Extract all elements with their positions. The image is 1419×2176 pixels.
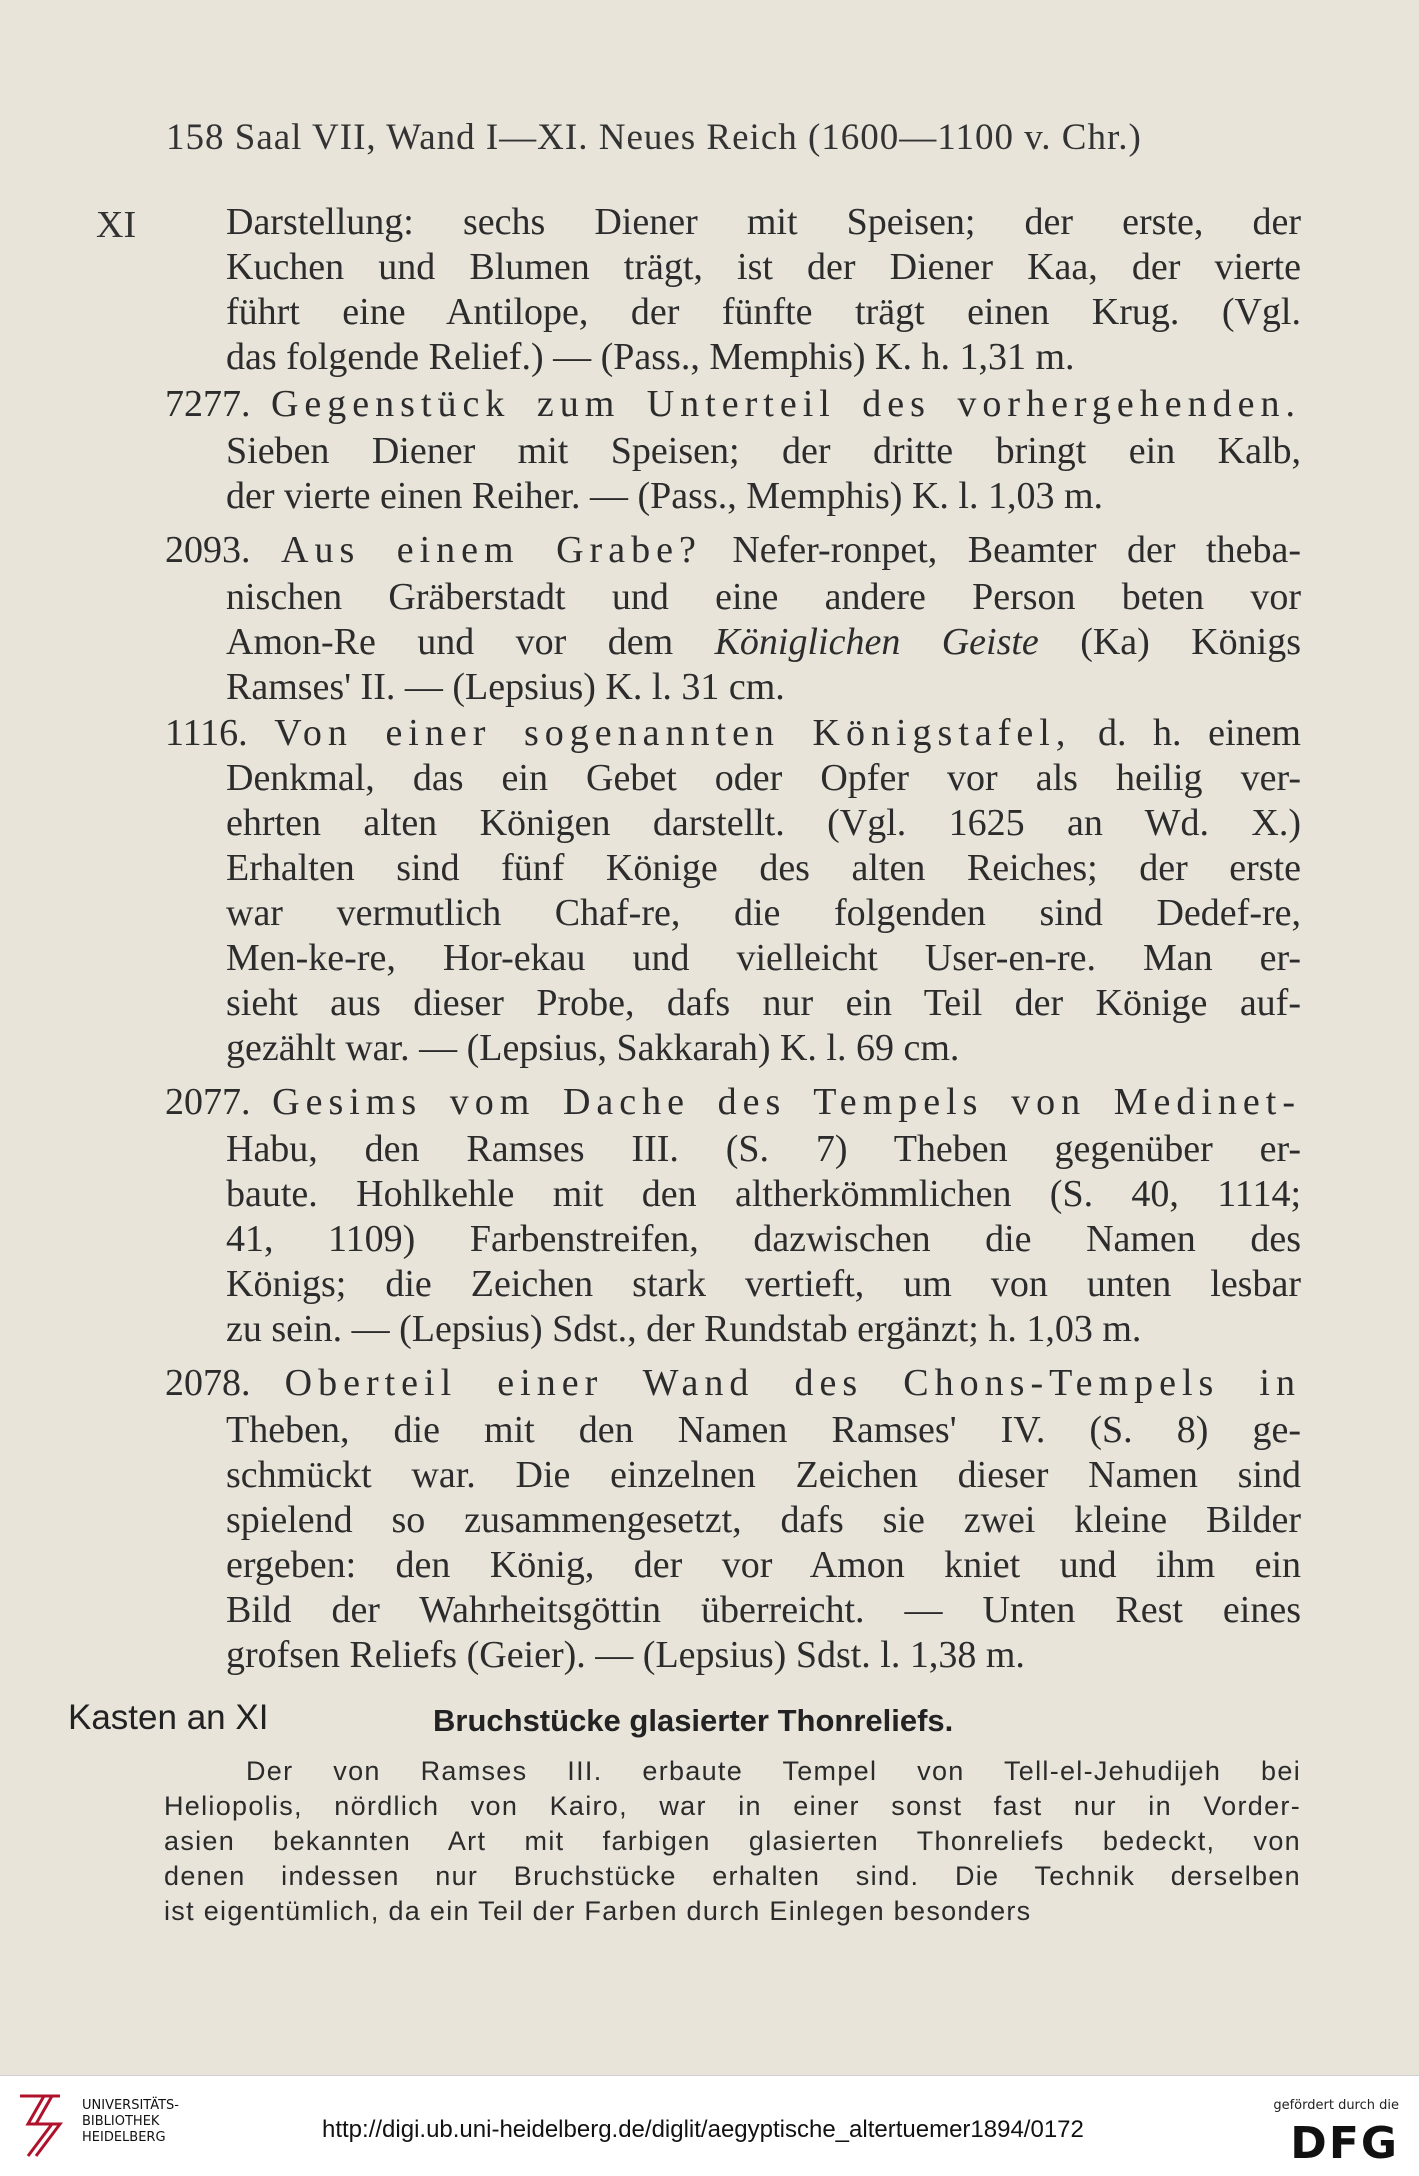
entry-line: Denkmal, das ein Gebet oder Opfer vor als heilig ver- — [226, 757, 1301, 799]
section-line: Heliopolis, nördlich von Kairo, war in einer sonst fast nur in Vorder- — [164, 1791, 1301, 1821]
section-title: Bruchstücke glasierter Thonreliefs. — [433, 1703, 954, 1738]
entry-line: spielend so zusammengesetzt, dafs sie zwei kleine Bilder — [226, 1499, 1301, 1541]
library-name-line: BIBLIOTHEK — [82, 2114, 160, 2129]
entry-line: Darstellung: sechs Diener mit Speisen; der erste, der — [226, 201, 1301, 243]
entry-number: 2078. — [165, 1362, 251, 1404]
entry-text: (Ka) Königs — [1080, 621, 1302, 663]
section-line: ist eigentümlich, da ein Teil der Farben durch Einlegen besonders — [164, 1896, 1032, 1926]
entry-number: 1116. — [165, 712, 248, 754]
entry-line: der vierte einen Reiher. — (Pass., Memphis) K. l. 1,03 m. — [226, 475, 1104, 517]
entry-line: sieht aus dieser Probe, dafs nur ein Teil der Könige auf- — [226, 982, 1301, 1024]
entry-line: Kuchen und Blumen trägt, ist der Diener Kaa, der vierte — [226, 246, 1301, 288]
entry-line: Erhalten sind fünf Könige des alten Reiches; der erste — [226, 847, 1301, 889]
entry-line: baute. Hohlkehle mit den altherkömmlichen (S. 40, 1114; — [226, 1173, 1301, 1215]
section-label: Kasten an XI — [68, 1698, 269, 1737]
entry-heading-line — [165, 711, 1301, 755]
running-head: 158 Saal VII, Wand I—XI. Neues Reich (1600—1100 v. Chr.) — [166, 117, 1142, 158]
entry-line-with-italic — [226, 620, 1301, 664]
entry-heading-line — [165, 1080, 1301, 1124]
entry-number: 2077. — [165, 1081, 251, 1123]
entry-number: 7277. — [165, 383, 251, 425]
section-line: denen indessen nur Bruchstücke erhalten sind. Die Technik derselben — [164, 1861, 1301, 1891]
entry-title: Von einer sogenannten Königstafel, — [274, 712, 1072, 754]
entry-number: XI — [96, 204, 137, 246]
entry-line: Königs; die Zeichen stark vertieft, um von unten lesbar — [226, 1263, 1301, 1305]
entry-heading-line — [165, 382, 1301, 426]
entry-line: grofsen Reliefs (Geier). — (Lepsius) Sdst. l. 1,38 m. — [226, 1634, 1025, 1676]
entry-line: ergeben: den König, der vor Amon kniet und ihm ein — [226, 1544, 1301, 1586]
entry-title-rest: Nefer-ronpet, Beamter der theba- — [732, 529, 1301, 571]
entry-title-rest: d. h. einem — [1097, 712, 1301, 754]
library-name-line: UNIVERSITÄTS- — [82, 2098, 179, 2113]
library-name — [82, 2098, 179, 2146]
entry-line: das folgende Relief.) — (Pass., Memphis) K. h. 1,31 m. — [226, 336, 1075, 378]
entry-title: Aus einem Grabe? — [281, 529, 702, 571]
entry-title: Gesims vom Dache des Tempels von Medinet- — [272, 1081, 1301, 1123]
source-url-link[interactable]: http://digi.ub.uni-heidelberg.de/diglit/aegyptische_altertuemer1894/0172 — [322, 2116, 1084, 2143]
entry-line: gezählt war. — (Lepsius, Sakkarah) K. l. 69 cm. — [226, 1027, 960, 1069]
entry-number: 2093. — [165, 529, 251, 571]
entry-line: ehrten alten Königen darstellt. (Vgl. 1625 an Wd. X.) — [226, 802, 1301, 844]
digitization-footer — [0, 2075, 1419, 2176]
university-library-logo-icon — [14, 2090, 70, 2162]
entry-heading-line — [165, 1361, 1301, 1405]
entry-heading-line — [165, 528, 1301, 572]
entry-line: Ramses' II. — (Lepsius) K. l. 31 cm. — [226, 666, 785, 708]
entry-title: Oberteil einer Wand des Chons-Tempels in — [284, 1362, 1301, 1404]
entry-line: 41, 1109) Farbenstreifen, dazwischen die Namen des — [226, 1218, 1301, 1260]
entry-line: war vermutlich Chaf-re, die folgenden sind Dedef-re, — [226, 892, 1301, 934]
entry-text: Amon-Re und vor dem — [226, 621, 674, 663]
section-line: asien bekannten Art mit farbigen glasierten Thonreliefs bedeckt, von — [164, 1826, 1301, 1856]
funding-note: gefördert durch die — [1273, 2098, 1399, 2113]
section-line: Der von Ramses III. erbaute Tempel von Tell-el-Jehudijeh bei — [246, 1756, 1301, 1786]
entry-line: Bild der Wahrheitsgöttin überreicht. — Unten Rest eines — [226, 1589, 1301, 1631]
library-name-line: HEIDELBERG — [82, 2130, 166, 2145]
entry-line: nischen Gräberstadt und eine andere Person beten vor — [226, 576, 1301, 618]
entry-line: zu sein. — (Lepsius) Sdst., der Rundstab ergänzt; h. 1,03 m. — [226, 1308, 1142, 1350]
entry-line: Men-ke-re, Hor-ekau und vielleicht User-en-re. Man er- — [226, 937, 1301, 979]
dfg-logo: DFG — [1290, 2118, 1399, 2169]
entry-line: Theben, die mit den Namen Ramses' IV. (S. 8) ge- — [226, 1409, 1301, 1451]
entry-line: Habu, den Ramses III. (S. 7) Theben gegenüber er- — [226, 1128, 1301, 1170]
entry-italic-text: Königlichen Geiste — [714, 621, 1039, 663]
entry-title: Gegenstück zum Unterteil des vorhergehenden. — [270, 383, 1301, 425]
entry-line: Sieben Diener mit Speisen; der dritte bringt ein Kalb, — [226, 430, 1301, 472]
entry-line: führt eine Antilope, der fünfte trägt einen Krug. (Vgl. — [226, 291, 1301, 333]
entry-line: schmückt war. Die einzelnen Zeichen dieser Namen sind — [226, 1454, 1301, 1496]
